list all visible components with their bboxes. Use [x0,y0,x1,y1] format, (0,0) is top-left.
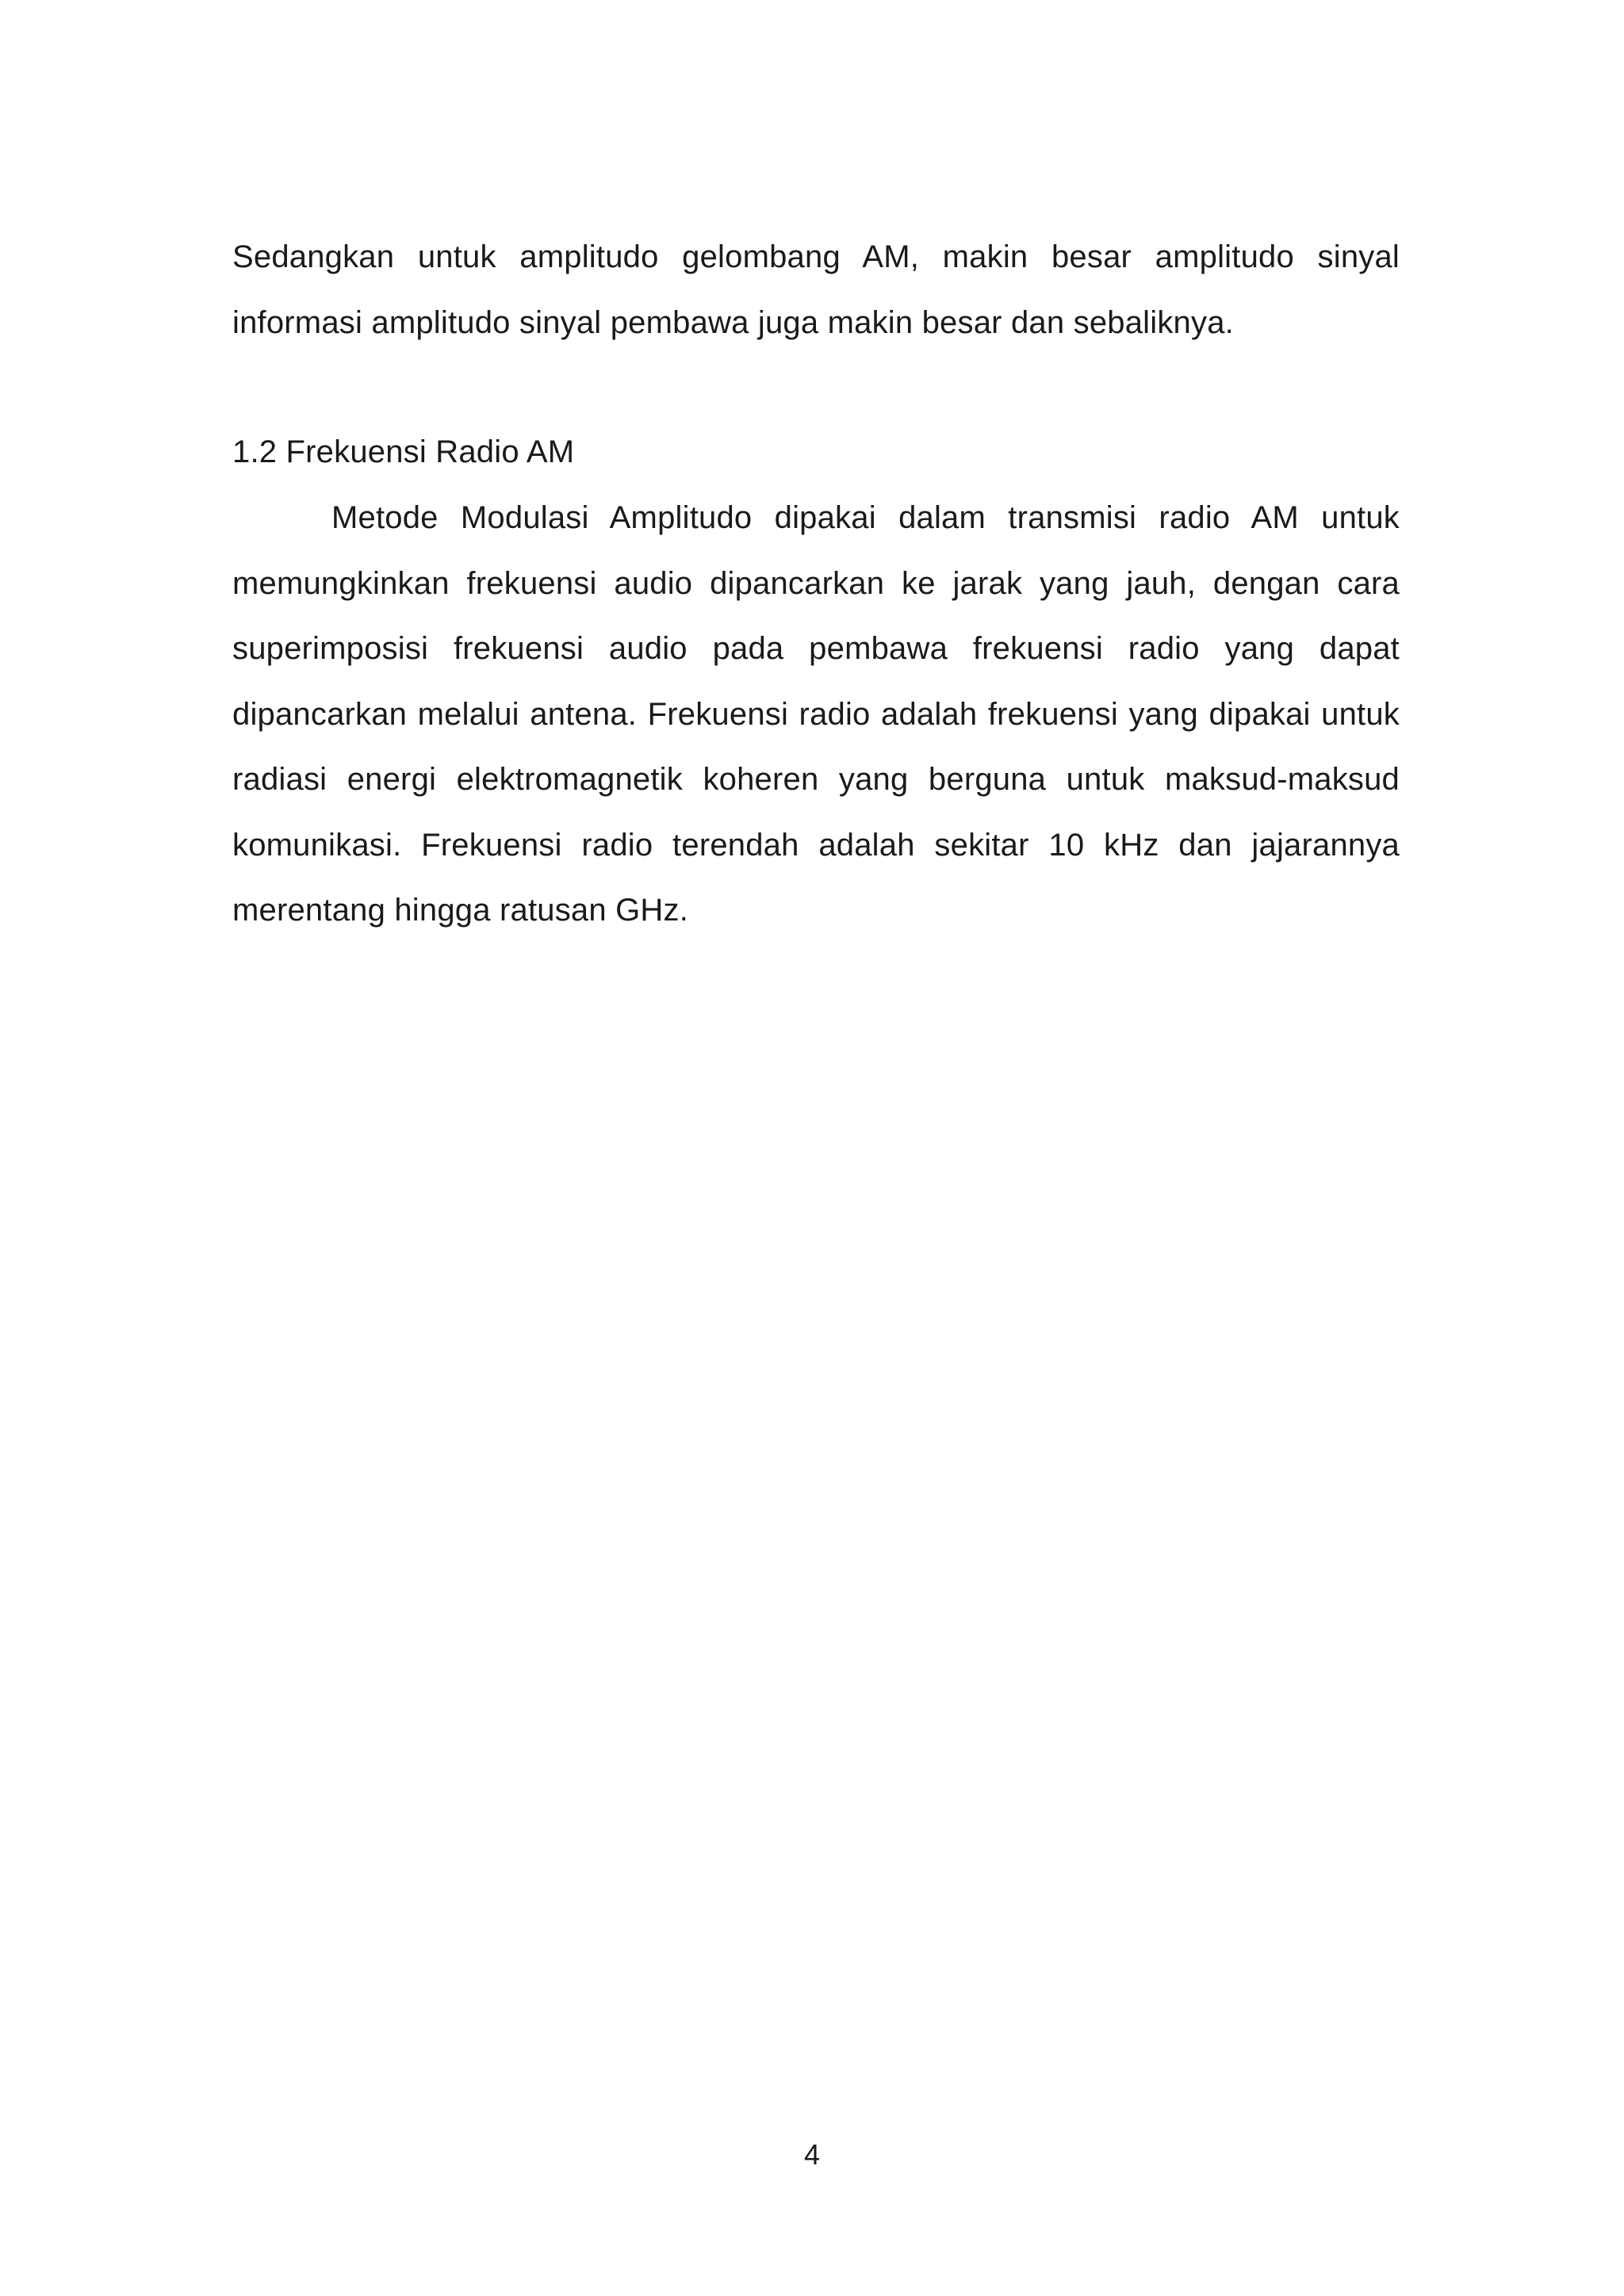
body-paragraph-block [232,485,1400,943]
body-paragraph: Metode Modulasi Amplitudo dipakai dalam transmisi radio AM untuk memungkinkan frekuensi audio dipancarkan ke jarak yang jauh, dengan cara superimposisi frekuensi audio pada pembawa frekuensi radio yang dapat dipancarkan melalui antena. Frekuensi radio adalah frekuensi yang dipakai untuk radiasi energi elektromagnetik koheren yang berguna untuk maksud-maksud komunikasi. Frekuensi radio terendah adalah sekitar 10 kHz dan jajarannya merentang hingga ratusan GHz. [232,500,1400,928]
intro-paragraph-block [232,224,1400,355]
section-heading: 1.2 Frekuensi Radio AM [232,434,575,469]
intro-paragraph: Sedangkan untuk amplitudo gelombang AM, makin besar amplitudo sinyal informasi amplitudo sinyal pembawa juga makin besar dan sebaliknya. [232,239,1400,340]
page-number: 4 [803,2138,821,2171]
